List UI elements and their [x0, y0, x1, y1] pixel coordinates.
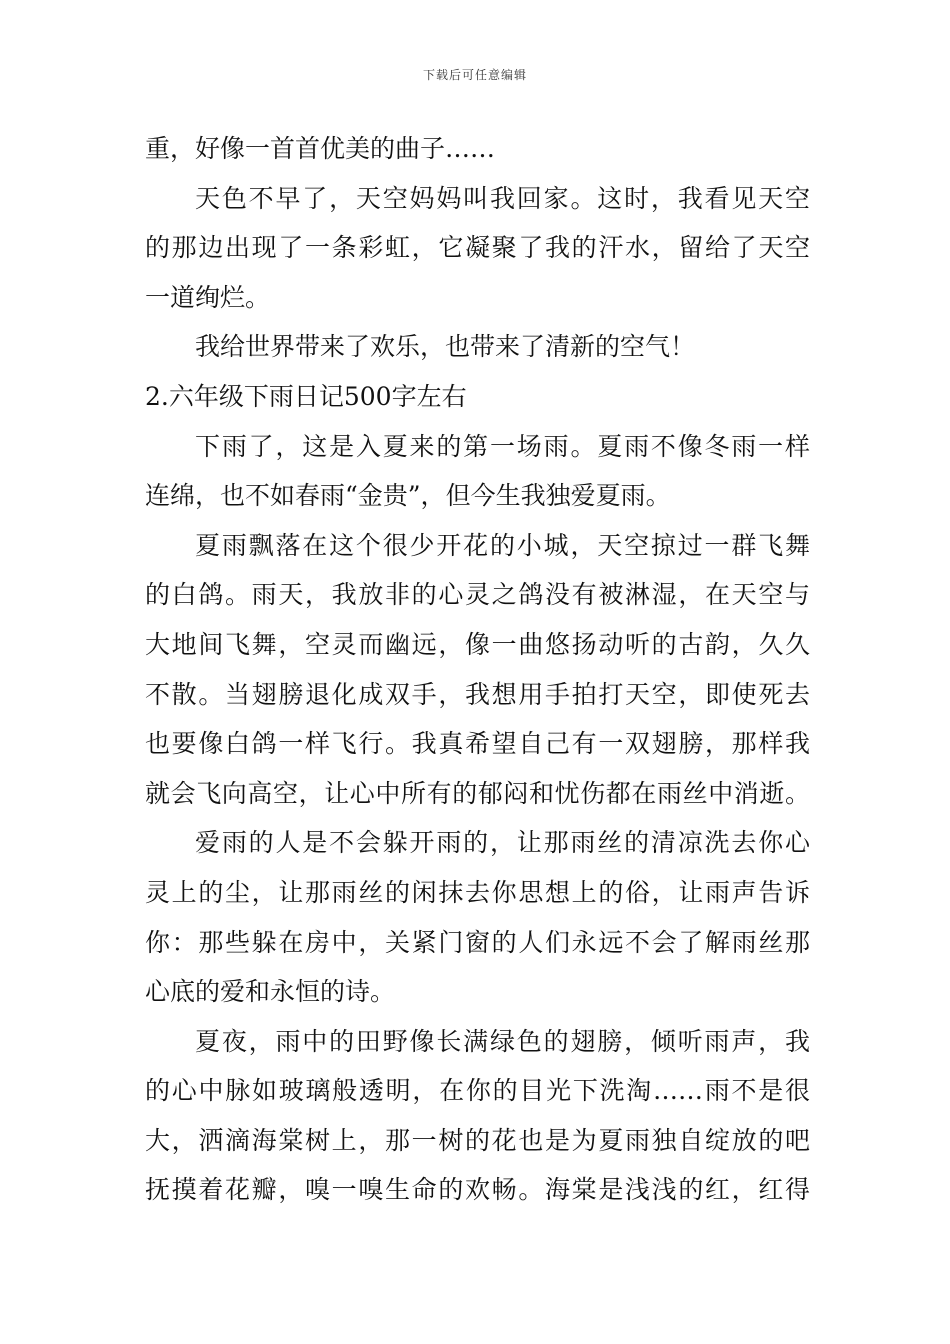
text-line: 天色不早了，天空妈妈叫我回家。这时，我看见天空 [195, 183, 810, 213]
text-line: 抚摸着花瓣，嗅一嗅生命的欢畅。海棠是浅浅的红，红得 [145, 1175, 810, 1205]
page-header: 下载后可任意编辑 [422, 68, 527, 82]
text-line: 夏雨飘落在这个很少开花的小城，天空掠过一群飞舞 [195, 530, 810, 560]
text-line: 爱雨的人是不会躲开雨的，让那雨丝的清凉洗去你心 [195, 828, 810, 858]
text-line: 连绵，也不如春雨“金贵”，但今生我独爱夏雨。 [145, 481, 671, 511]
text-line: 也要像白鸽一样飞行。我真希望自己有一双翅膀，那样我 [145, 729, 810, 759]
section-heading: 2.六年级下雨日记500字左右 [145, 381, 467, 411]
text-line: 就会飞向高空，让心中所有的郁闷和忧伤都在雨丝中消逝。 [145, 778, 810, 808]
text-line: 一道绚烂。 [145, 282, 271, 312]
text-line: 我给世界带来了欢乐，也带来了清新的空气！ [195, 332, 696, 362]
text-line: 的心中脉如玻璃般透明，在你的目光下洗淘……雨不是很 [145, 1076, 810, 1106]
text-line: 大，洒滴海棠树上，那一树的花也是为夏雨独自绽放的吧 [145, 1125, 810, 1155]
article-body [145, 124, 810, 1215]
text-line: 心底的爱和永恒的诗。 [145, 977, 396, 1007]
text-line: 夏夜，雨中的田野像长满绿色的翅膀，倾听雨声，我 [195, 1026, 810, 1056]
text-line: 灵上的尘，让那雨丝的闲抹去你思想上的俗，让雨声告诉 [145, 877, 810, 907]
text-line: 的那边出现了一条彩虹，它凝聚了我的汗水，留给了天空 [145, 233, 810, 263]
text-line: 重，好像一首首优美的曲子…… [145, 134, 496, 163]
text-line: 你：那些躲在房中，关紧门窗的人们永远不会了解雨丝那 [145, 927, 810, 957]
text-line: 的白鸽。雨天，我放非的心灵之鸽没有被淋湿，在天空与 [145, 580, 810, 610]
text-line: 大地间飞舞，空灵而幽远，像一曲悠扬动听的古韵，久久 [145, 629, 810, 659]
text-line: 下雨了，这是入夏来的第一场雨。夏雨不像冬雨一样 [195, 431, 810, 461]
text-line: 不散。当翅膀退化成双手，我想用手拍打天空，即使死去 [145, 679, 810, 709]
